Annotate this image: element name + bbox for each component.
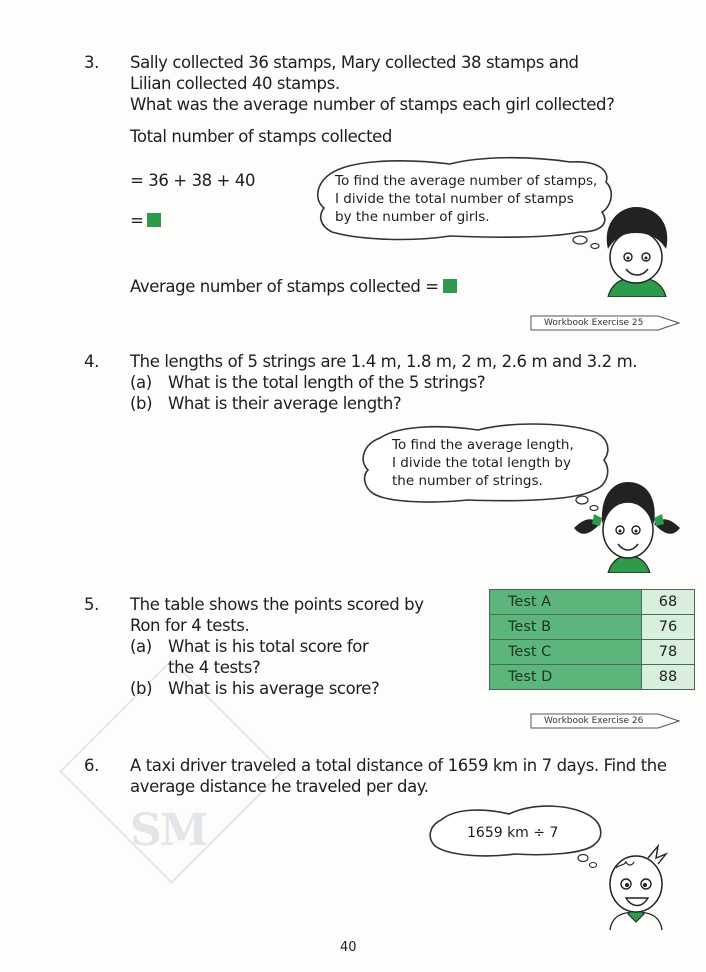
question-part-b: (b) What is their average length?: [130, 394, 402, 413]
average-line: [130, 276, 457, 297]
question-text: The table shows the points scored by: [130, 595, 424, 614]
test-name: Test B: [490, 615, 642, 640]
table-row: [490, 615, 695, 640]
scores-table: [489, 589, 695, 690]
question-text: Sally collected 36 stamps, Mary collected 38 stamps and: [130, 53, 579, 72]
sum-equation: = 36 + 38 + 40: [130, 171, 256, 190]
answer-line: [130, 210, 161, 231]
thought-bubble-text: 1659 km ÷ 7: [467, 825, 559, 841]
boy-character-icon: [596, 838, 676, 930]
question-number: 5.: [84, 595, 99, 614]
answer-box[interactable]: [147, 213, 161, 227]
test-score: 78: [642, 640, 695, 665]
question-number: 4.: [84, 352, 99, 371]
test-name: Test D: [490, 665, 642, 690]
test-score: 68: [642, 590, 695, 615]
table-row: [490, 590, 695, 615]
equals-sign: =: [130, 211, 144, 230]
thought-bubble-text: To find the average length, I divide the total length by the number of strings.: [392, 437, 574, 489]
test-score: 88: [642, 665, 695, 690]
question-part-b: (b) What is his average score?: [130, 679, 380, 698]
question-part-a: (a) What is his total score for: [130, 637, 369, 656]
question-number: 6.: [84, 756, 99, 775]
question-text: average distance he traveled per day.: [130, 777, 429, 796]
total-label: Total number of stamps collected: [130, 127, 392, 146]
boy-character-icon: [600, 205, 672, 297]
test-name: Test A: [490, 590, 642, 615]
answer-box[interactable]: [443, 279, 457, 293]
test-score: 76: [642, 615, 695, 640]
workbook-exercise-26-link[interactable]: Workbook Exercise 26: [530, 713, 680, 729]
thought-bubble-text: To find the average number of stamps, I divide the total number of stamps by the number of girls.: [335, 173, 598, 225]
question-text: Ron for 4 tests.: [130, 616, 250, 635]
question-number: 3.: [84, 53, 99, 72]
workbook-exercise-25-link[interactable]: Workbook Exercise 25: [530, 315, 680, 331]
table-row: [490, 640, 695, 665]
girl-character-icon: [572, 478, 682, 573]
question-part-a: (a) What is the total length of the 5 strings?: [130, 373, 486, 392]
page-number: 40: [340, 940, 357, 955]
table-row: [490, 665, 695, 690]
question-text: The lengths of 5 strings are 1.4 m, 1.8 m, 2 m, 2.6 m and 3.2 m.: [130, 352, 638, 371]
question-text: A taxi driver traveled a total distance of 1659 km in 7 days. Find the: [130, 756, 667, 775]
average-label: Average number of stamps collected =: [130, 277, 439, 296]
question-text: Lilian collected 40 stamps.: [130, 74, 340, 93]
question-text: What was the average number of stamps each girl collected?: [130, 95, 615, 114]
test-name: Test C: [490, 640, 642, 665]
watermark-text: SM: [130, 805, 207, 856]
question-part-a-cont: the 4 tests?: [168, 658, 261, 677]
